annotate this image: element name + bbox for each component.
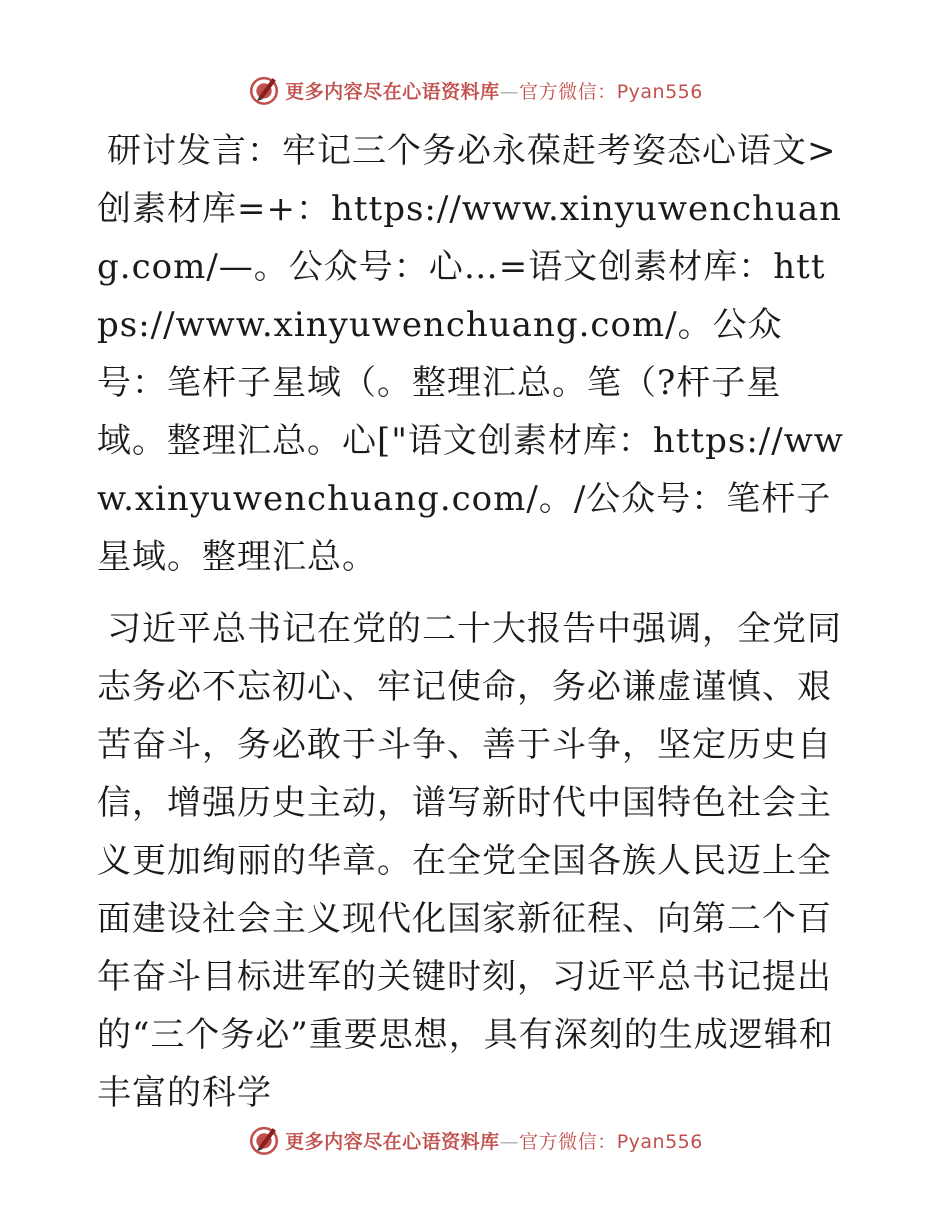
banner-separator: — bbox=[499, 1130, 520, 1153]
banner-wechat-label: 官方微信： bbox=[519, 80, 617, 103]
banner-text bbox=[285, 1127, 703, 1154]
document-body bbox=[97, 122, 847, 1122]
banner-wechat-label: 官方微信： bbox=[519, 1130, 617, 1153]
header-banner bbox=[0, 70, 950, 110]
banner-separator: — bbox=[499, 80, 520, 103]
banner-text bbox=[285, 77, 703, 104]
pen-logo-icon bbox=[247, 1123, 281, 1157]
paragraph-header-note: 研讨发言：牢记三个务必永葆赶考姿态心语文>创素材库=+：https://www.xinyuwenchuang.com/—。公众号：心…=语文创素材库：https://www.xinyuwenchuang.com/。公众号：笔杆子星域（。整理汇总。笔（?杆子星域。整理汇总。心["语文创素材库：https://www.xinyuwenchuang.com/。/公众号：笔杆子星域。整理汇总。 bbox=[97, 131, 844, 577]
banner-wechat-id: Pyan556 bbox=[616, 1130, 703, 1153]
footer-banner bbox=[0, 1120, 950, 1160]
banner-main-text: 更多内容尽在心语资料库 bbox=[285, 80, 500, 103]
banner-wechat-id: Pyan556 bbox=[616, 80, 703, 103]
banner-main-text: 更多内容尽在心语资料库 bbox=[285, 1130, 500, 1153]
paragraph-body: 习近平总书记在党的二十大报告中强调，全党同志务必不忘初心、牢记使命，务必谦虚谨慎、艰苦奋斗，务必敢于斗争、善于斗争，坚定历史自信，增强历史主动，谱写新时代中国特色社会主义更加绚丽的华章。在全党全国各族人民迈上全面建设社会主义现代化国家新征程、向第二个百年奋斗目标进军的关键时刻，习近平总书记提出的“三个务必”重要思想，具有深刻的生成逻辑和丰富的科学 bbox=[97, 609, 842, 1113]
pen-logo-icon bbox=[247, 73, 281, 107]
